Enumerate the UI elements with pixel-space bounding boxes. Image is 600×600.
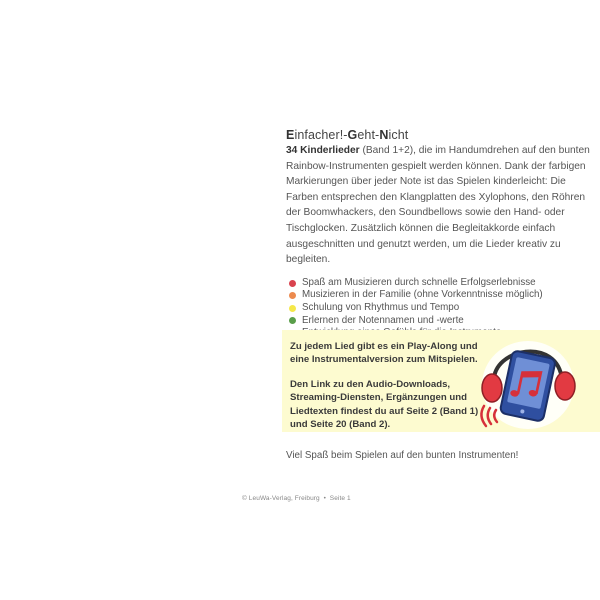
footer-page-number: Seite 1 <box>329 495 351 502</box>
title-part: infacher!- <box>294 128 348 142</box>
list-item-text: Erlernen der Notennamen und -werte <box>302 314 464 326</box>
title-part: N <box>379 128 389 142</box>
intro-text: (Band 1+2), die im Handumdrehen auf den bunten Rainbow-Instrumenten gespielt werden können. Dank der farbigen Markierungen über jeder Note ist das Spielen kinderleicht: Die Farben entsprechen den Klangplatten des Xylophons, den Röhren der Boomwhackers, den Soundbellows sowie den Hand- oder Tischglocken. Zusätzlich können die Begleitakkorde einfach ausgeschnitten und genutzt werden, um die Lieder kreativ zu begleiten. <box>286 145 590 266</box>
audio-info-paragraph: Den Link zu den Audio-Downloads, Streaming-Diensten, Ergänzungen und Liedtexten findest du auf Seite 2 (Band 1) und Seite 20 (Band 2). <box>290 378 479 431</box>
footer-separator: • <box>323 495 326 502</box>
list-item-text: Spaß am Musizieren durch schnelle Erfolgserlebnisse <box>302 276 536 288</box>
audio-info-text <box>290 340 490 442</box>
list-item-text: Musizieren in der Familie (ohne Vorkenntnisse möglich) <box>302 289 543 301</box>
list-item <box>286 277 596 290</box>
title-part: E <box>286 128 295 142</box>
bullet-dot-icon <box>289 317 296 324</box>
list-item <box>286 302 596 315</box>
intro-bold-lead: 34 Kinderlieder <box>286 145 360 156</box>
list-item <box>286 289 596 302</box>
intro-paragraph <box>286 143 596 268</box>
main-content <box>286 128 596 340</box>
footer-publisher: © LeuWa-Verlag, Freiburg <box>242 495 320 502</box>
tablet-headphones-icon <box>470 330 594 432</box>
list-item-text: Schulung von Rhythmus und Tempo <box>302 301 460 313</box>
page-title <box>286 128 596 143</box>
closing-text: Viel Spaß beim Spielen auf den bunten Instrumenten! <box>286 450 519 461</box>
audio-info-paragraph: Zu jedem Lied gibt es ein Play-Along und eine Instrumentalversion zum Mitspielen. <box>290 341 478 366</box>
title-part: G <box>347 128 358 142</box>
title-part: icht <box>388 128 409 142</box>
bullet-dot-icon <box>289 280 296 287</box>
bullet-dot-icon <box>289 305 296 312</box>
list-item <box>286 315 596 328</box>
title-part: eht- <box>357 128 380 142</box>
bullet-dot-icon <box>289 292 296 299</box>
audio-info-box <box>282 330 600 432</box>
page-footer <box>242 495 351 502</box>
